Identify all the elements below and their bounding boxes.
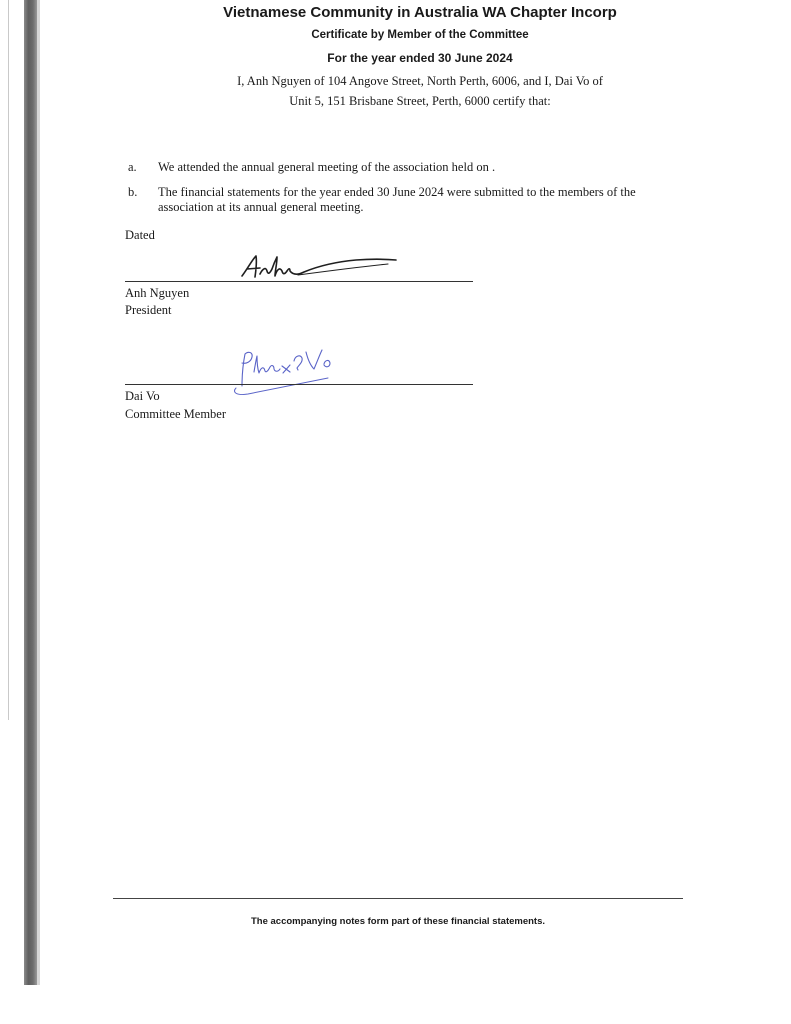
intro-line-2: Unit 5, 151 Brisbane Street, Perth, 6000 certify that: — [289, 94, 551, 108]
president-signature — [238, 250, 398, 284]
certification-intro — [150, 71, 690, 111]
scan-binding-edge — [24, 0, 37, 985]
reporting-period: For the year ended 30 June 2024 — [327, 51, 513, 65]
footer-note: The accompanying notes form part of these financial statements. — [250, 916, 546, 927]
clause-text: The financial statements for the year ended 30 June 2024 were submitted to the members of the association at its annual general meeting. — [158, 185, 636, 214]
organisation-title: Vietnamese Community in Australia WA Chapter Incorp — [223, 4, 617, 21]
scan-edge-line — [8, 0, 9, 720]
dated-label: Dated — [125, 228, 155, 242]
scan-binding-shadow — [37, 0, 40, 985]
president-signature-line — [125, 281, 473, 282]
committee-member-signature — [228, 342, 348, 398]
certificate-subtitle: Certificate by Member of the Committee — [311, 29, 529, 41]
committee-member-name: Dai Vo — [125, 389, 160, 403]
committee-member-signature-line — [125, 384, 473, 385]
clause-marker: b. — [128, 185, 138, 199]
clause-text: We attended the annual general meeting of the association held on . — [158, 160, 496, 174]
committee-member-role: Committee Member — [125, 407, 227, 421]
president-role: President — [125, 303, 172, 317]
clause-marker: a. — [128, 160, 137, 174]
president-name: Anh Nguyen — [125, 286, 190, 300]
intro-line-1: I, Anh Nguyen of 104 Angove Street, North Perth, 6006, and I, Dai Vo of — [237, 74, 603, 88]
footer-divider — [113, 898, 683, 899]
